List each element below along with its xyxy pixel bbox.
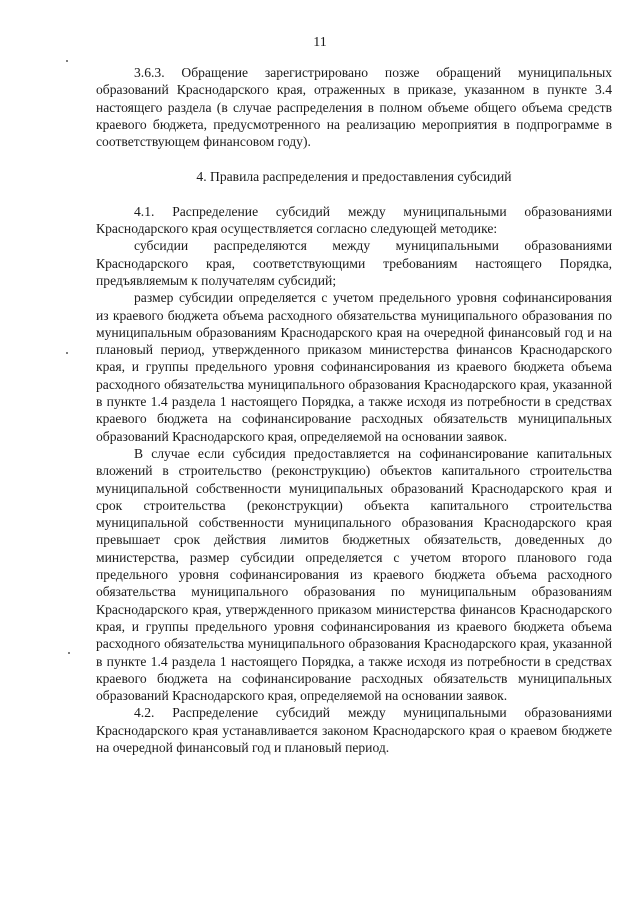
page-number: 11: [313, 35, 327, 50]
document-body: [96, 64, 612, 756]
margin-dot-mark: [66, 352, 68, 354]
paragraph-4-2: 4.2. Распределение субсидий между муниципальными образованиями Краснодарского края устанавливается законом Краснодарского края о краевом бюджете на очередной финансовый год и плановый период.: [96, 705, 612, 755]
margin-dot-mark: [68, 652, 70, 654]
paragraph-subsidy-size: размер субсидии определяется с учетом предельного уровня софинансирования из краевого бюджета объема расходного обязательства муниципального образования по муниципальным образованиям Краснодарского края на очередной финансовый год и на плановый период, утвержденного приказом министерства финансов Краснодарского края, и группы предельного уровня софинансирования из краевого бюджета объема расходного обязательства муниципального образования Краснодарского края, указанной в пункте 1.4 раздела 1 настоящего Порядка, а также исходя из потребности в средствах краевого бюджета на софинансирование расходных обязательств муниципальных образований Краснодарского края, определяемой на основании заявок.: [96, 290, 612, 444]
paragraph-capital-investments: В случае если субсидия предоставляется на софинансирование капитальных вложений в строительство (реконструкцию) объектов капитального строительства муниципальной собственности муниципальных образований Краснодарского края и срок строительства (реконструкции) объекта капитального строительства муниципальной собственности муниципального образования Краснодарского края превышает срок действия лимитов бюджетных обязательств, доведенных до министерства, размер субсидии определяется с учетом второго планового года предельного уровня софинансирования из краевого бюджета объема расходного обязательства муниципального образования по муниципальным образованиям Краснодарского края, утвержденного приказом министерства финансов Краснодарского края, и группы предельного уровня софинансирования из краевого бюджета объема расходного обязательства муниципального образования Краснодарского края, указанной в пункте 1.4 раздела 1 настоящего Порядка, а также исходя из потребности в средствах краевого бюджета на софинансирование расходных обязательств муниципальных образований Краснодарского края, определяемой на основании заявок.: [96, 445, 612, 704]
section-heading-4: 4. Правила распределения и предоставления субсидий: [196, 169, 512, 185]
paragraph-3-6-3: 3.6.3. Обращение зарегистрировано позже обращений муниципальных образований Краснодарского края, отраженных в приказе, указанном в пункте 3.4 настоящего раздела (в случае распределения в полном объеме общего объема средств краевого бюджета, предусмотренного на реализацию мероприятия в подпрограмме в соответствующем финансовом году).: [96, 65, 612, 150]
margin-dot-mark: [66, 60, 68, 62]
paragraph-4-1: 4.1. Распределение субсидий между муниципальными образованиями Краснодарского края осуществляется согласно следующей методике:: [96, 203, 612, 237]
paragraph-subsidies-distributed: субсидии распределяются между муниципальными образованиями Краснодарского края, соответствующими требованиям настоящего Порядка, предъявляемым к получателям субсидий;: [96, 238, 612, 288]
